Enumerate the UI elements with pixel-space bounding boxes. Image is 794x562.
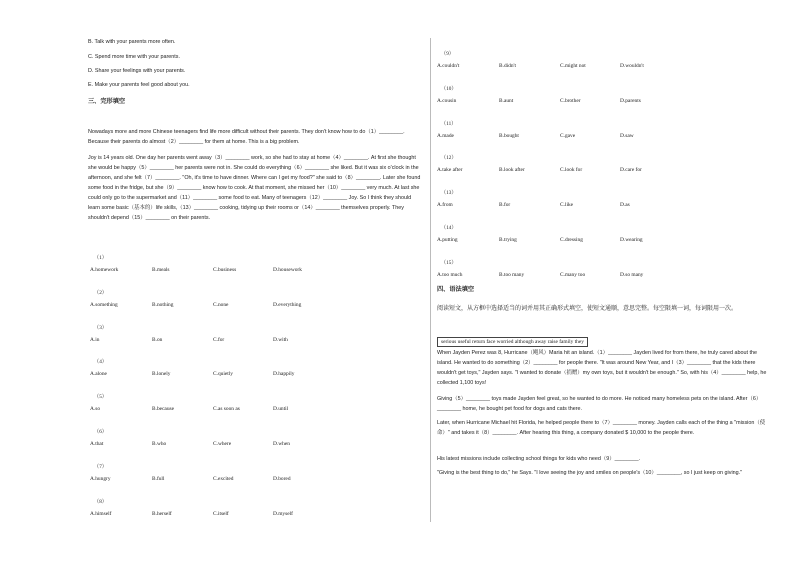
answer-option[interactable]: A.in <box>90 336 100 343</box>
answer-option[interactable]: A.that <box>90 441 104 447</box>
answer-option[interactable]: D.housework <box>273 267 302 273</box>
question-number: （7） <box>94 463 107 470</box>
answer-option[interactable]: A.couldn't <box>437 63 460 69</box>
question-number: （15） <box>441 259 457 266</box>
question-number: （3） <box>94 324 107 331</box>
answer-option[interactable]: D.care for <box>620 167 642 174</box>
answer-option[interactable]: C.for <box>213 336 225 343</box>
answer-option[interactable]: D.happily <box>273 371 295 378</box>
answer-option[interactable]: B.herself <box>152 510 172 517</box>
answer-option[interactable]: A.homework <box>90 267 119 273</box>
passage-p4: His latest missions include collecting school things for kids who need（9）________. <box>437 456 641 462</box>
question-number: （13） <box>441 190 457 197</box>
answer-option[interactable]: C.many too <box>560 271 586 278</box>
answer-option[interactable]: C.look for <box>560 167 583 174</box>
answer-option[interactable]: C.business <box>213 267 237 273</box>
answer-option[interactable]: C.where <box>213 441 232 447</box>
answer-option[interactable]: B.who <box>152 441 167 447</box>
answer-option[interactable]: C.brother <box>560 97 581 104</box>
answer-option[interactable]: B.for <box>499 202 511 209</box>
cloze-intro: Nowadays more and more Chinese teenagers find life more difficult without their parents. They don't know how to do（1）________. Because their parents do almost（2）________ for them at home. This is a big problem. <box>88 129 405 145</box>
answer-option[interactable]: B.full <box>152 475 165 482</box>
answer-option[interactable]: C.as soon as <box>213 406 240 413</box>
answer-option[interactable]: D.as <box>620 202 630 209</box>
answer-option[interactable]: A.something <box>90 301 118 308</box>
answer-option[interactable]: C.gave <box>560 132 576 139</box>
answer-option[interactable]: D.until <box>273 406 289 413</box>
answer-option[interactable]: A.take after <box>437 167 463 174</box>
answer-option[interactable]: D.myself <box>273 510 293 517</box>
answer-option[interactable]: D.bored <box>273 475 291 482</box>
answer-option[interactable]: A.cousin <box>437 97 457 104</box>
answer-option[interactable]: A.hungry <box>90 475 111 482</box>
answer-option[interactable]: B.nothing <box>152 301 174 308</box>
answer-option[interactable]: C.quietly <box>213 371 233 378</box>
answer-option[interactable]: A.alone <box>90 371 107 378</box>
answer-option[interactable]: B.aunt <box>499 97 514 104</box>
answer-option[interactable]: B.lonely <box>152 371 171 378</box>
question-number: （11） <box>441 120 457 127</box>
answer-option[interactable]: A.from <box>437 202 453 209</box>
prev-option-b: B. Talk with your parents more often. <box>88 39 176 45</box>
answer-option[interactable]: A.too much <box>437 271 463 278</box>
answer-option[interactable]: D.wearing <box>620 237 643 243</box>
passage-p5: "Giving is the best thing to do," he Says. "I love seeing the joy and smiles on people's（10）________, so I just keep on giving." <box>437 470 743 476</box>
question-number: （9） <box>441 51 454 57</box>
section3-title: 三、完形填空 <box>88 98 126 105</box>
question-number: （8） <box>94 498 107 505</box>
answer-option[interactable]: B.didn't <box>499 63 516 69</box>
word-box: serious useful return face worried although away raise family they <box>437 337 588 347</box>
question-number: （5） <box>94 394 107 401</box>
answer-option[interactable]: A.so <box>90 406 101 413</box>
answer-option[interactable]: A.himself <box>90 510 112 517</box>
prev-option-c: C. Spend more time with your parents. <box>88 54 180 60</box>
answer-option[interactable]: C.none <box>213 301 229 308</box>
answer-option[interactable]: D.wouldn't <box>620 63 644 69</box>
prev-option-e: E. Make your parents feel good about you. <box>88 82 190 88</box>
answer-option[interactable]: D.parents <box>620 97 641 104</box>
question-number: （6） <box>94 429 107 435</box>
question-number: （2） <box>94 289 107 296</box>
passage-p3: Later, when Hurricane Michael hit Florida, he helped people there to（7）________ money. Jayden calls each of the thing a "mission（使命）" and takes it（8）________. After hearing this thing, a company donated $ 10,000 to the people there. <box>437 420 766 436</box>
section4-title: 四、语法填空 <box>437 286 475 293</box>
answer-option[interactable]: A.made <box>437 132 454 139</box>
answer-option[interactable]: B.on <box>152 336 163 343</box>
question-number: （4） <box>94 359 107 366</box>
grammar-instruction: 阅读短文，从方框中选择适当的词并用其正确形式填空，使短文通顺，意思完整。每空限填一词，每词限用一次。 <box>437 306 738 312</box>
answer-option[interactable]: C.might not <box>560 63 586 69</box>
question-number: （12） <box>441 155 457 162</box>
answer-option[interactable]: C.like <box>560 202 574 209</box>
column-divider <box>430 38 431 522</box>
answer-option[interactable]: D.when <box>273 441 290 447</box>
answer-option[interactable]: C.dressing <box>560 237 583 243</box>
question-number: （14） <box>441 225 457 231</box>
cloze-story: Joy is 14 years old. One day her parents went away（3）________ work, so she had to stay at home（4）________. At first she thought she would be happy（5）________ her parents were not in. She could do everything（6）________ she liked. But it was six o'clock in the afternoon, and she felt（7）________. "Oh, it's time to have dinner. Where can I get my food?" she said to（8）________. Later she found some food in the fridge, but she（9）________ know how to cook. At that moment, she missed her（10）________ very much. At last she could only go to the supermarket and（11）________ some food to eat. Many of teenagers（12）________ Joy. So I think they should learn some basic（基本的）life skills,（13）________ cooking, tidying up their rooms or（14）________ themselves properly. They shouldn't depend（15）________ on their parents. <box>88 155 421 221</box>
answer-option[interactable]: B.meals <box>152 267 170 273</box>
answer-option[interactable]: B.because <box>152 406 175 413</box>
answer-option[interactable]: D.saw <box>620 132 634 139</box>
prev-option-d: D. Share your feelings with your parents. <box>88 68 186 74</box>
answer-option[interactable]: C.itself <box>213 510 229 517</box>
answer-option[interactable]: B.trying <box>499 237 517 243</box>
passage-p2: Giving（5）________ toys made Jayden feel great, so he wanted to do more. He noticed many homeless pets on the island. After（6）________ home, he bought pet food for dogs and cats there. <box>437 396 762 412</box>
answer-option[interactable]: C.excited <box>213 475 234 482</box>
answer-option[interactable]: B.look after <box>499 167 525 174</box>
answer-option[interactable]: B.too many <box>499 271 525 278</box>
passage-p1: When Jayden Perez was 8, Hurricane（飓风）Maria hit an island.（1）________ Jayden lived for from there, he truly cared about the island. He wanted to do something（2）________ for people there. "It was around New Year, and I（3）________ that the kids there wouldn't get toys," Jayden says. "I wanted to donate（捐赠）my own toys, but it wouldn't be enough." So, with his（4）________ help, he collected 1,100 toys! <box>437 350 767 386</box>
question-number: （1） <box>94 255 107 261</box>
answer-option[interactable]: B.bought <box>499 132 519 139</box>
answer-option[interactable]: D.so many <box>620 271 644 278</box>
answer-option[interactable]: D.everything <box>273 301 302 308</box>
answer-option[interactable]: A.putting <box>437 237 458 243</box>
answer-option[interactable]: D.with <box>273 336 288 343</box>
question-number: （10） <box>441 85 457 92</box>
